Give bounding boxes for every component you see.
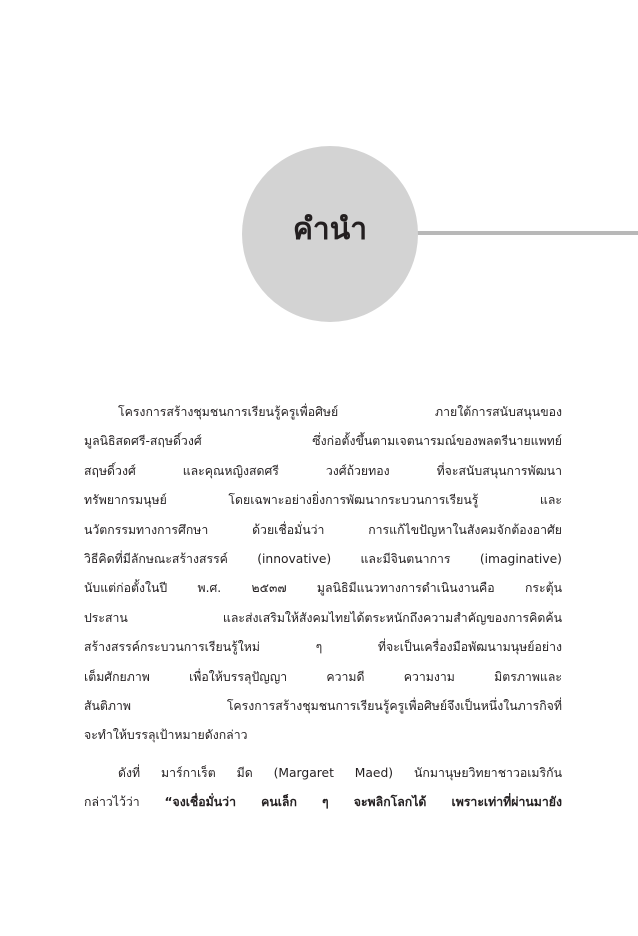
quote-emphasis: “จงเชื่อมั่นว่า คนเล็ก ๆ จะพลิกโลกได้ เพราะเท่าที่ผ่านมายัง — [164, 795, 562, 810]
paragraph-line: มูลนิธิสดศรี-สฤษดิ์วงศ์ ซึ่งก่อตั้งขึ้นตามเจตนารมณ์ของพลตรีนายแพทย์ — [84, 434, 562, 449]
paragraph-line: นวัตกรรมทางการศึกษา ด้วยเชื่อมั่นว่า การแก้ไขปัญหาในสังคมจักต้องอาศัย — [84, 522, 562, 537]
paragraph-line: วิธีคิดที่มีลักษณะสร้างสรรค์ (innovative) และมีจินตนาการ (imaginative) — [84, 551, 562, 566]
page-title: คำนำ — [292, 212, 368, 247]
paragraph-line: ประสาน และส่งเสริมให้สังคมไทยได้ตระหนักถึงความสำคัญของการคิดค้น — [84, 610, 562, 625]
paragraph-line: โครงการสร้างชุมชนการเรียนรู้ครูเพื่อศิษย์ ภายใต้การสนับสนุนของ — [118, 405, 562, 419]
body-text — [84, 398, 562, 817]
paragraph-line: ดังที่ มาร์กาเร็ต มีด (Margaret Maed) นักมานุษยวิทยาชาวอเมริกัน — [118, 765, 562, 780]
paragraph-text: กล่าวไว้ว่า — [84, 795, 165, 810]
paragraph-line: นับแต่ก่อตั้งในปี พ.ศ. ๒๕๓๗ มูลนิธิมีแนวทางการดำเนินงานคือ กระตุ้น — [84, 581, 562, 596]
paragraph-line: จะทำให้บรรลุเป้าหมายดังกล่าว — [84, 728, 248, 743]
paragraph-line: ทรัพยากรมนุษย์ โดยเฉพาะอย่างยิ่งการพัฒนากระบวนการเรียนรู้ และ — [84, 493, 562, 508]
paragraph-line: เต็มศักยภาพ เพื่อให้บรรลุปัญญา ความดี ความงาม มิตรภาพและ — [84, 669, 562, 684]
paragraph-line: สฤษดิ์วงศ์ และคุณหญิงสดศรี วงศ์ถ้วยทอง ที่จะสนับสนุนการพัฒนา — [84, 463, 562, 478]
paragraph-gap — [84, 751, 562, 759]
paragraph-line — [84, 788, 562, 817]
paragraph-line: สันติภาพ โครงการสร้างชุมชนการเรียนรู้ครูเพื่อศิษย์จึงเป็นหนึ่งในภารกิจที่ — [84, 698, 562, 713]
paragraph-line: สร้างสรรค์กระบวนการเรียนรู้ใหม่ ๆ ที่จะเป็นเครื่องมือพัฒนามนุษย์อย่าง — [84, 640, 562, 655]
